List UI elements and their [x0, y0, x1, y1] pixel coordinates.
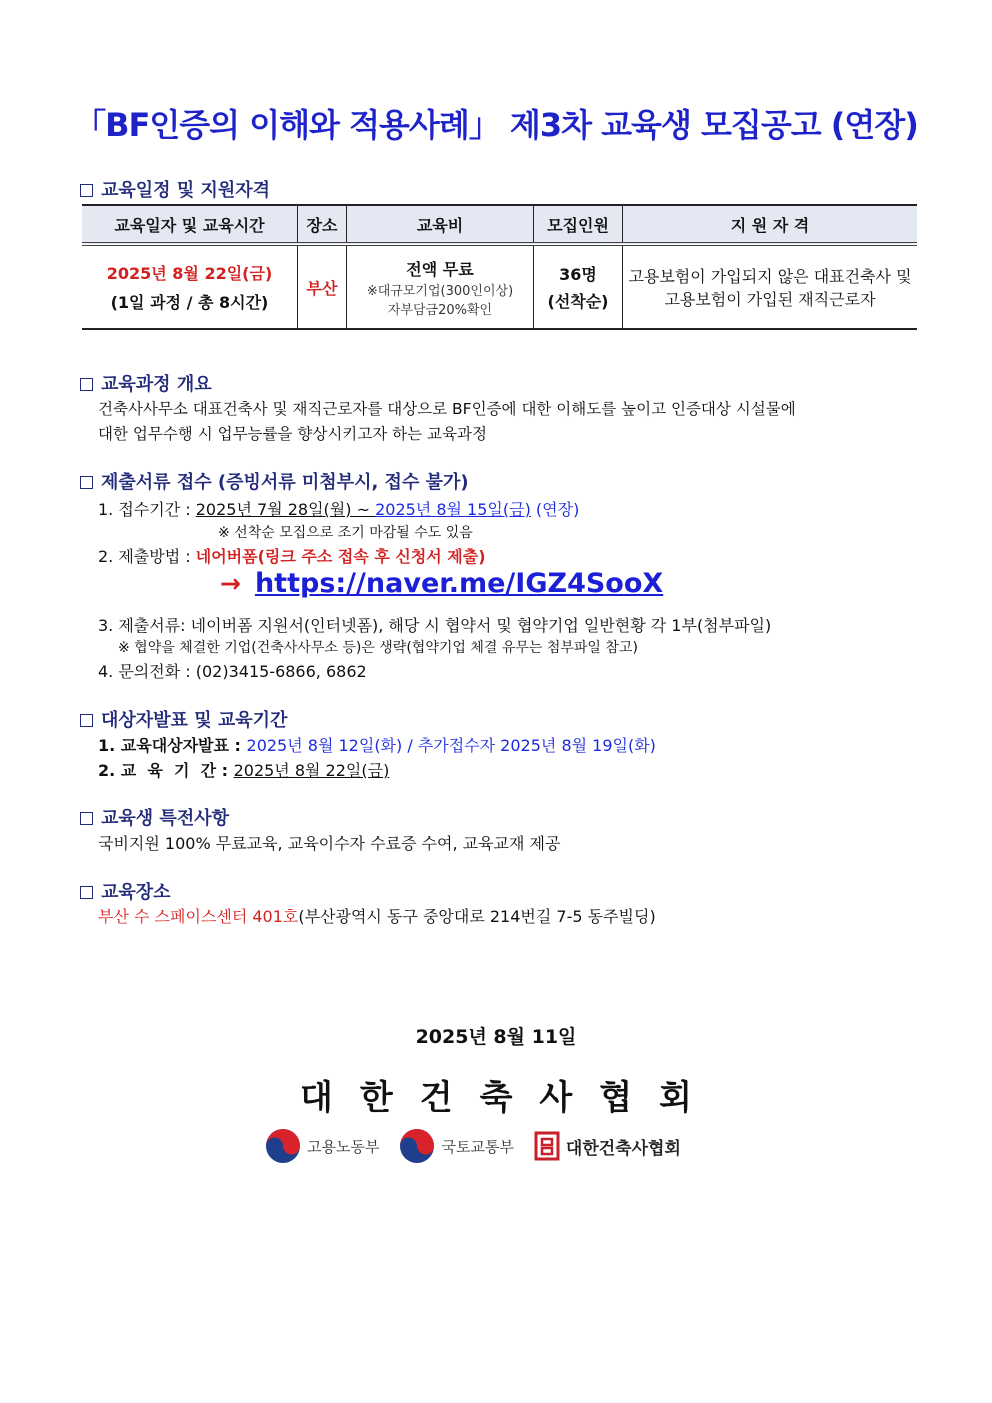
submission-documents: 3. 제출서류: 네이버폼 지원서(인터넷폼), 해당 시 협약서 및 협약기업 일반현황 각 1부(첨부파일): [98, 616, 772, 635]
logo-bar: [265, 1126, 701, 1166]
announcement-date-footer: 2025년 8월 11일: [415, 1026, 577, 1048]
cell-place: 부산: [298, 244, 347, 329]
education-period: 2. 교 육 기 간 : 2025년 8월 22일(금): [98, 761, 390, 780]
submission-documents-note: ※ 협약을 체결한 기업(건축사사무소 등)은 생략(협약기업 체결 유무는 첨부파일 참고): [118, 640, 638, 656]
cell-fee: 전액 무료 ※대규모기업(300인이상) 자부담금20%확인: [347, 244, 534, 329]
taegeuk-icon: [399, 1128, 435, 1164]
table-header-row: [82, 205, 917, 244]
schedule-table: [82, 204, 917, 330]
section-heading-overview: 교육과정 개요: [80, 370, 212, 396]
venue-line: 부산 수 스페이스센터 401호(부산광역시 동구 중앙대로 214번길 7-5 동주빌딩): [98, 907, 656, 926]
header-cell: 지 원 자 격: [623, 205, 918, 244]
submission-period: 1. 접수기간 : 2025년 7월 28일(월) ~ 2025년 8월 15일(금) (연장): [98, 500, 580, 519]
header-cell: 교육일자 및 교육시간: [82, 205, 298, 244]
checkbox-square-icon: [80, 812, 93, 825]
table-row: [82, 244, 917, 329]
section-heading-submission: 제출서류 접수 (증빙서류 미첨부시, 접수 불가): [80, 468, 469, 494]
checkbox-square-icon: [80, 714, 93, 727]
checkbox-square-icon: [80, 378, 93, 391]
header-cell: 모집인원: [534, 205, 623, 244]
header-cell: 교육비: [347, 205, 534, 244]
checkbox-square-icon: [80, 184, 93, 197]
section-heading-venue: 교육장소: [80, 878, 171, 904]
application-link[interactable]: https://naver.me/IGZ4SooX: [254, 568, 664, 599]
overview-line-2: 대한 업무수행 시 업무능률을 향상시키고자 하는 교육과정: [98, 425, 487, 443]
molit-logo: 국토교통부: [399, 1128, 513, 1164]
section-heading-schedule: 교육일정 및 지원자격: [80, 176, 270, 202]
section-heading-announcement: 대상자발표 및 교육기간: [80, 706, 287, 732]
announcement-date: 1. 교육대상자발표 : 2025년 8월 12일(화) / 추가접수자 2025년 8월 19일(화): [98, 736, 656, 755]
submission-period-note: ※ 선착순 모집으로 조기 마감될 수도 있음: [218, 525, 473, 541]
overview-line-1: 건축사사무소 대표건축사 및 재직근로자를 대상으로 BF인증에 대한 이해도를 높이고 인증대상 시설물에: [98, 400, 796, 418]
checkbox-square-icon: [80, 886, 93, 899]
cell-qualification: 고용보험이 가입되지 않은 대표건축사 및 고용보험이 가입된 재직근로자: [623, 244, 918, 329]
section-heading-benefits: 교육생 특전사항: [80, 804, 229, 830]
kira-emblem-icon: [534, 1131, 560, 1161]
header-cell: 장소: [298, 205, 347, 244]
organization-name: 대한건축사협회: [300, 1078, 719, 1118]
cell-date: 2025년 8월 22일(금) (1일 과정 / 총 8시간): [82, 244, 298, 329]
benefits-text: 국비지원 100% 무료교육, 교육이수자 수료증 수여, 교육교재 제공: [98, 834, 561, 853]
document-title: 「BF인증의 이해와 적용사례」 제3차 교육생 모집공고 (연장): [74, 106, 918, 144]
moel-logo: 고용노동부: [265, 1128, 379, 1164]
taegeuk-icon: [265, 1128, 301, 1164]
kira-logo: 대한건축사협회: [534, 1131, 681, 1161]
cell-capacity: 36명 (선착순): [534, 244, 623, 329]
contact-phone: 4. 문의전화 : (02)3415-6866, 6862: [98, 662, 367, 681]
checkbox-square-icon: [80, 476, 93, 489]
application-link-row: [220, 568, 663, 599]
submission-method: 2. 제출방법 : 네어버폼(링크 주소 접속 후 신청서 제출): [98, 547, 486, 566]
arrow-right-icon: →: [220, 569, 241, 598]
